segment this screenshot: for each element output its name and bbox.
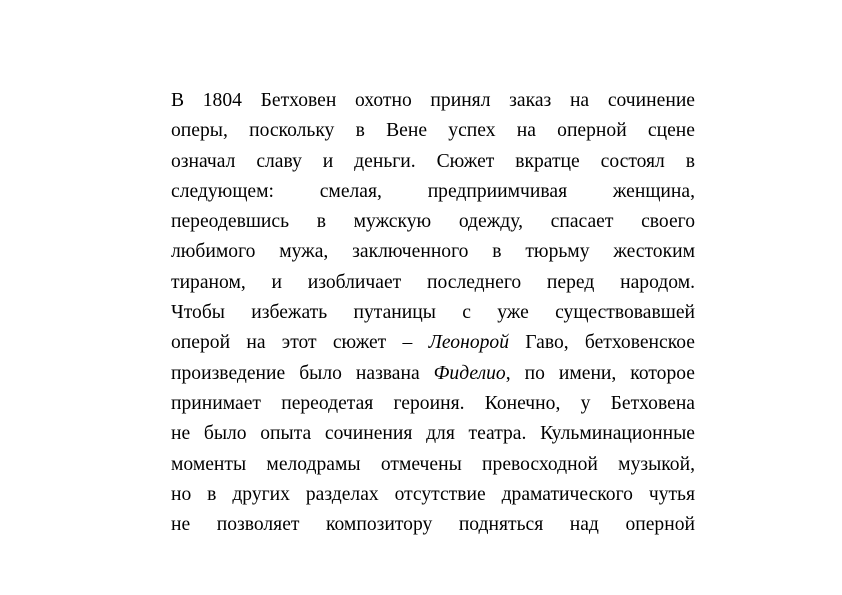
text-line: означал славу и деньги. Сюжет вкратце состоял в [171,150,695,172]
text-line: Чтобы избежать путаницы с уже существовавшей [171,302,695,324]
text-line: оперы, поскольку в Вене успех на оперной сцене [171,120,695,142]
text-line: не позволяет композитору подняться над оперной [171,514,695,536]
text-segment: , по имени, которое [505,362,695,384]
text-line-fidelio [171,359,695,389]
text-line: моменты мелодрамы отмечены превосходной музыкой, [171,453,695,475]
text-line: тираном, и изобличает последнего перед народом. [171,271,695,293]
text-line: любимого мужа, заключенного в тюрьму жестоким [171,241,695,263]
opera-title-leonora: Леонорой [428,332,510,354]
text-line: следующем: смелая, предприимчивая женщина, [171,180,695,202]
body-text [171,86,695,540]
text-line: не было опыта сочинения для театра. Кульминационные [171,423,695,445]
text-segment: произведение было названа [171,362,434,384]
text-line: но в других разделах отсутствие драматического чутья [171,483,695,505]
text-line: переодевшись в мужскую одежду, спасает своего [171,211,695,233]
text-segment: оперой на этот сюжет – [171,332,429,354]
text-line: принимает переодетая героиня. Конечно, у Бетховена [171,392,695,414]
text-line: В 1804 Бетховен охотно принял заказ на сочинение [171,90,695,111]
text-line-leonora [171,328,695,358]
text-segment: Гаво, бетховенское [509,332,695,354]
opera-title-fidelio: Фиделио [433,362,506,384]
